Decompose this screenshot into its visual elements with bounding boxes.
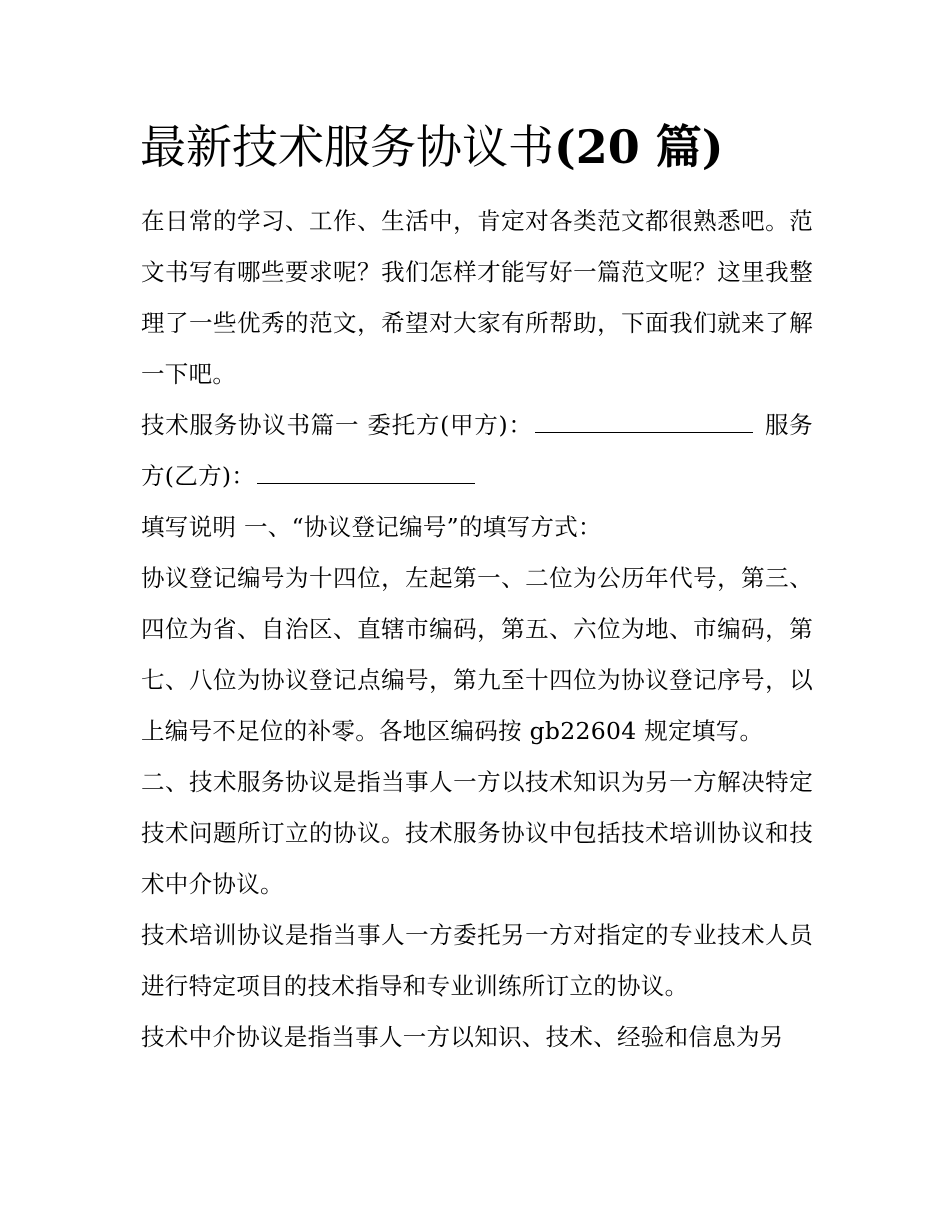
- paragraph-instructions: 填写说明 一、“协议登记编号”的填写方式：: [141, 513, 602, 541]
- title-main: 最新技术服务协议书: [140, 120, 554, 174]
- parties-prefix: 技术服务协议书篇一 委托方(甲方)：: [141, 411, 533, 439]
- provider-blank-line: [257, 459, 475, 484]
- paragraph-parties: [141, 400, 813, 502]
- paragraph-intro: 在日常的学习、工作、生活中，肯定对各类范文都很熟悉吧。范文书写有哪些要求呢？我们怎样才能写好一篇范文呢？这里我整理了一些优秀的范文，希望对大家有所帮助，下面我们就来了解一下吧。: [141, 207, 813, 388]
- title-count: (20 篇): [554, 120, 724, 174]
- paragraph-training: 技术培训协议是指当事人一方委托另一方对指定的专业技术人员进行特定项目的技术指导和专业训练所订立的协议。: [141, 921, 813, 1000]
- document-body: [141, 196, 813, 1063]
- document-title: [140, 114, 724, 180]
- paragraph-intermediary: 技术中介协议是指当事人一方以知识、技术、经验和信息为另: [141, 1023, 784, 1051]
- client-blank-line: [535, 408, 753, 433]
- paragraph-numbering: 协议登记编号为十四位，左起第一、二位为公历年代号，第三、四位为省、自治区、直辖市编码，第五、六位为地、市编码，第七、八位为协议登记点编号，第九至十四位为协议登记序号，以上编号不足位的补零。各地区编码按 gb22604 规定填写。: [141, 564, 813, 745]
- paragraph-definition: 二、技术服务协议是指当事人一方以技术知识为另一方解决特定技术问题所订立的协议。技术服务协议中包括技术培训协议和技术中介协议。: [141, 768, 813, 898]
- parties-middle: 服务方(乙方)：: [141, 411, 813, 490]
